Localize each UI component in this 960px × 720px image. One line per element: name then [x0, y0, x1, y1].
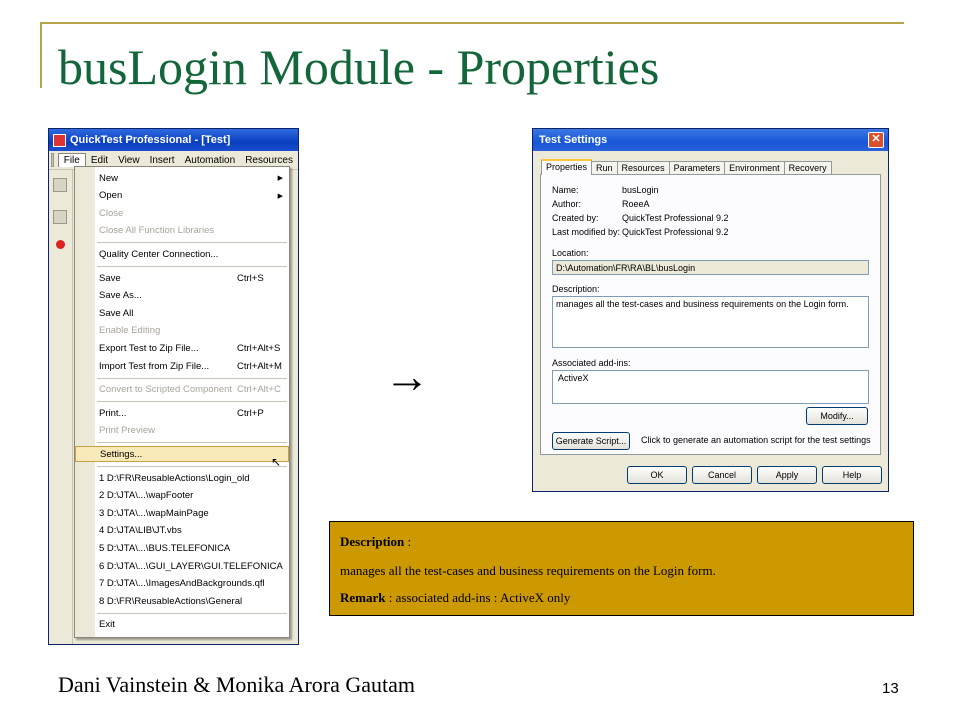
addins-label: Associated add-ins:	[552, 358, 631, 368]
name-value: busLogin	[622, 185, 659, 195]
file-menu-item[interactable]	[75, 488, 289, 504]
file-menu-item[interactable]	[75, 340, 289, 356]
tab-properties[interactable]: Properties	[541, 159, 592, 175]
file-menu-item[interactable]	[75, 288, 289, 304]
file-menu-item-label: Save All	[99, 307, 134, 319]
menu-separator	[97, 401, 287, 402]
record-icon[interactable]	[56, 240, 65, 249]
qtp-titlebar	[49, 129, 298, 151]
file-menu-item[interactable]	[75, 540, 289, 556]
help-button[interactable]: Help	[822, 466, 882, 484]
dialog-title: Test Settings	[533, 129, 888, 151]
file-menu-item-label: Close	[99, 207, 124, 219]
qtp-app-icon	[53, 134, 66, 147]
last-modified-label: Last modified by:	[552, 227, 621, 237]
menu-separator	[97, 242, 287, 243]
remark-text: : associated add-ins : ActiveX only	[385, 590, 571, 605]
close-icon[interactable]: ✕	[868, 132, 884, 148]
file-menu-item-shortcut: Ctrl+Alt+C	[237, 384, 281, 396]
author-label: Author:	[552, 199, 582, 209]
description-heading-label: Description	[340, 534, 405, 549]
slide-top-rule	[40, 22, 904, 24]
generate-script-button[interactable]: Generate Script...	[552, 432, 630, 450]
file-menu-item[interactable]	[75, 558, 289, 574]
cancel-button[interactable]: Cancel	[692, 466, 752, 484]
file-menu-item[interactable]	[75, 593, 289, 609]
properties-panel	[540, 174, 881, 455]
slide-left-rule	[40, 22, 42, 88]
created-by-value: QuickTest Professional 9.2	[622, 213, 729, 223]
footer-author: Dani Vainstein & Monika Arora Gautam	[58, 672, 416, 697]
file-menu-item-label: 1 D:\FR\ReusableActions\Login_old	[99, 472, 250, 484]
file-menu-item-label: Export Test to Zip File...	[99, 342, 199, 354]
file-menu-item[interactable]	[75, 617, 289, 633]
file-menu-item-label: Close All Function Libraries	[99, 225, 215, 237]
file-menu-item[interactable]	[75, 505, 289, 521]
remark-line	[340, 590, 570, 606]
tab-run[interactable]: Run	[591, 161, 618, 175]
file-menu-item-label: New	[99, 172, 119, 184]
description-text: manages all the test-cases and business requirements on the Login form.	[340, 563, 716, 578]
arrow-icon: →	[384, 350, 430, 402]
submenu-arrow-icon: ▶	[277, 175, 283, 182]
addins-list[interactable]: ActiveX	[552, 370, 869, 404]
menu-insert[interactable]: Insert	[149, 154, 175, 166]
file-menu-item-label: Print Preview	[99, 425, 155, 437]
settings-tabs	[541, 159, 831, 174]
qtp-toolbar-strip	[49, 170, 73, 644]
file-menu-item-label: 4 D:\JTA\LIB\JT.vbs	[99, 525, 182, 537]
file-menu-item	[75, 205, 289, 221]
file-menu-item	[75, 382, 289, 398]
description-box	[329, 521, 914, 616]
description-heading	[340, 534, 411, 550]
tab-resources[interactable]: Resources	[617, 161, 670, 175]
file-menu-item-shortcut: Ctrl+S	[237, 272, 264, 284]
file-menu-item-shortcut: Ctrl+Alt+S	[237, 342, 281, 354]
file-menu-item-label: Save	[99, 272, 121, 284]
menu-edit[interactable]: Edit	[90, 154, 109, 166]
description-label: Description:	[552, 284, 600, 294]
page-number: 13	[882, 680, 899, 697]
file-menu-dropdown	[74, 166, 290, 638]
menu-resources[interactable]: Resources	[245, 154, 293, 166]
file-menu-item[interactable]	[75, 576, 289, 592]
test-settings-dialog	[532, 128, 889, 492]
file-menu-item-label: 7 D:\JTA\...\ImagesAndBackgrounds.qfl	[99, 578, 265, 590]
file-menu-item-label: 3 D:\JTA\...\wapMainPage	[99, 507, 209, 519]
file-menu-item-label: Open	[99, 190, 123, 202]
created-by-label: Created by:	[552, 213, 599, 223]
file-menu-item[interactable]	[75, 270, 289, 286]
file-menu-item-label: Enable Editing	[99, 325, 161, 337]
menu-separator	[97, 378, 287, 379]
modify-button[interactable]: Modify...	[806, 407, 868, 425]
toolbar-handle-icon	[51, 153, 54, 167]
file-menu-item[interactable]	[75, 446, 289, 462]
file-menu-item-shortcut: Ctrl+P	[237, 407, 264, 419]
file-menu-item	[75, 223, 289, 239]
menu-file[interactable]: File	[58, 153, 86, 167]
location-label: Location:	[552, 248, 589, 258]
file-menu-item	[75, 423, 289, 439]
description-textarea[interactable]: manages all the test-cases and business requirements on the Login form.	[552, 296, 869, 348]
toolbar-button-icon[interactable]	[53, 210, 67, 224]
file-menu-item[interactable]	[75, 188, 289, 204]
menu-separator	[97, 442, 287, 443]
last-modified-value: QuickTest Professional 9.2	[622, 227, 729, 237]
file-menu-item-label: Quality Center Connection...	[99, 248, 219, 260]
file-menu-item[interactable]	[75, 170, 289, 186]
file-menu-item[interactable]	[75, 246, 289, 262]
file-menu-item-label: 2 D:\JTA\...\wapFooter	[99, 490, 194, 502]
qtp-workspace-edge	[293, 170, 299, 644]
file-menu-item[interactable]	[75, 405, 289, 421]
menu-view[interactable]: View	[118, 154, 140, 166]
file-menu-item[interactable]	[75, 358, 289, 374]
location-field[interactable]: D:\Automation\FR\RA\BL\busLogin	[552, 260, 869, 275]
ok-button[interactable]: OK	[627, 466, 687, 484]
file-menu-item	[75, 323, 289, 339]
new-test-icon[interactable]	[53, 178, 67, 192]
apply-button[interactable]: Apply	[757, 466, 817, 484]
remark-label: Remark	[340, 590, 386, 605]
file-menu-item-label: Print...	[99, 407, 127, 419]
file-menu-item[interactable]	[75, 470, 289, 486]
generate-hint: Click to generate an automation script for the test settings	[641, 435, 871, 445]
file-menu-item-label: Settings...	[100, 448, 143, 460]
menu-separator	[97, 466, 287, 467]
file-menu-item-label: 6 D:\JTA\...\GUI_LAYER\GUI.TELEFONICA	[99, 560, 283, 572]
tab-parameters[interactable]: Parameters	[669, 161, 726, 175]
file-menu-item-label: Exit	[99, 619, 115, 631]
slide-title: busLogin Module - Properties	[58, 39, 660, 95]
file-menu-item-label: 5 D:\JTA\...\BUS.TELEFONICA	[99, 542, 231, 554]
mouse-cursor-icon: ↖	[271, 455, 282, 469]
author-value: RoeeA	[622, 199, 650, 209]
file-menu-item-label: 8 D:\FR\ReusableActions\General	[99, 595, 243, 607]
description-heading-sep: :	[404, 534, 412, 549]
file-menu-item-label: Convert to Scripted Component	[99, 384, 233, 396]
file-menu-item-shortcut: Ctrl+Alt+M	[237, 360, 282, 372]
menu-automation[interactable]: Automation	[184, 154, 236, 166]
tab-environment[interactable]: Environment	[724, 161, 785, 175]
tab-recovery[interactable]: Recovery	[784, 161, 832, 175]
submenu-arrow-icon: ▶	[277, 192, 283, 200]
menu-separator	[97, 266, 287, 267]
file-menu-item-label: Save As...	[99, 290, 142, 302]
file-menu-item-label: Import Test from Zip File...	[99, 360, 210, 372]
qtp-window-title: QuickTest Professional - [Test]	[70, 134, 231, 146]
menu-separator	[97, 613, 287, 614]
file-menu-item[interactable]	[75, 523, 289, 539]
name-label: Name:	[552, 185, 579, 195]
file-menu-item[interactable]	[75, 305, 289, 321]
